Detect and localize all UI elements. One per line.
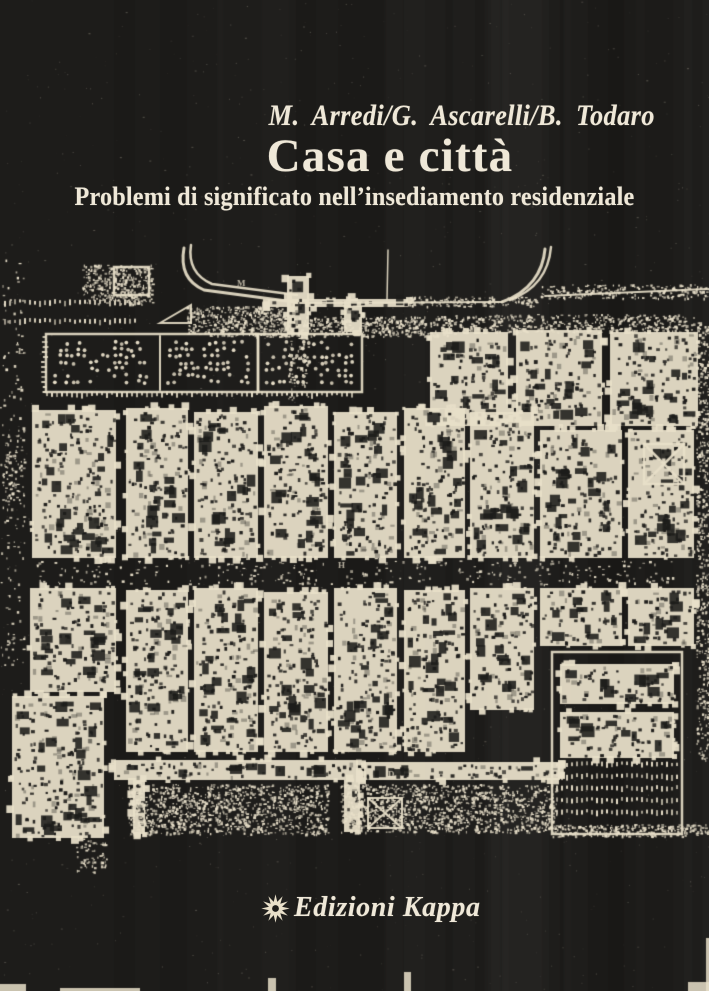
authors-line: M. Arredi/G. Ascarelli/B. Todaro — [268, 99, 655, 132]
book-title: Casa e città — [266, 130, 514, 182]
sunburst-gear-icon — [260, 893, 291, 924]
publisher-name: Edizioni Kappa — [294, 892, 481, 923]
book-subtitle: Problemi di significato nell’insediamento residenziale — [74, 182, 635, 211]
publisher-lockup — [260, 892, 481, 924]
